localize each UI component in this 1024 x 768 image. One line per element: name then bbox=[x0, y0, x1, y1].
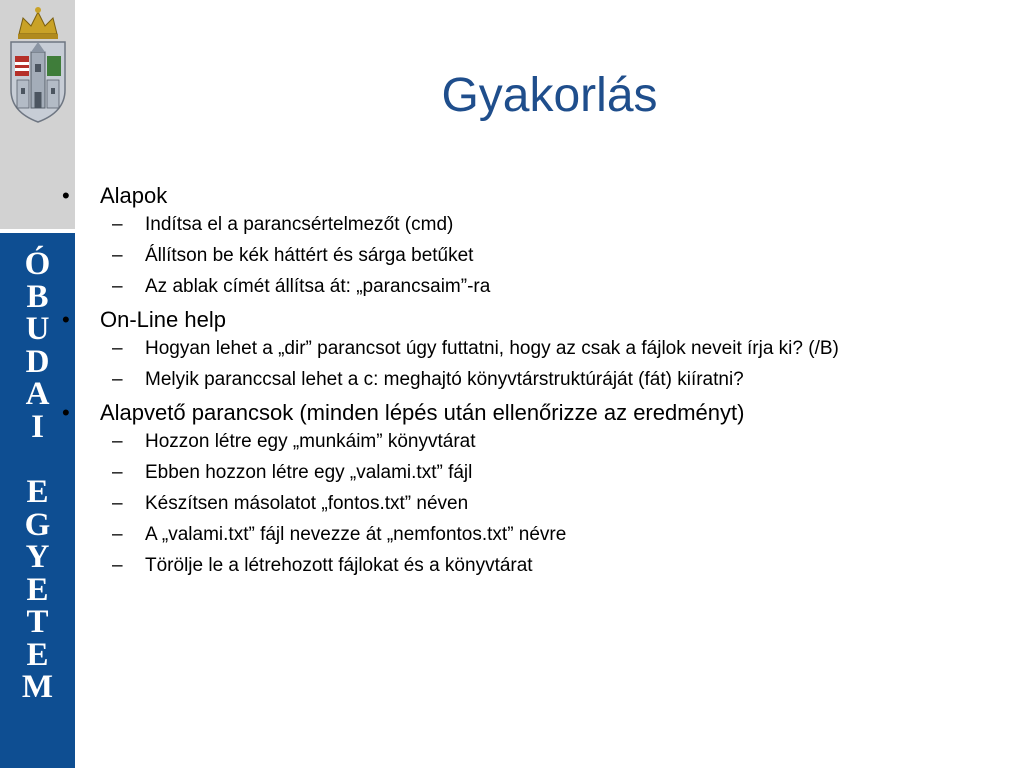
sidebar-letter: M bbox=[21, 669, 54, 705]
bullet-section-alapok bbox=[60, 182, 1000, 298]
section-label: On-Line help bbox=[100, 307, 226, 332]
sidebar-letter: E bbox=[26, 474, 49, 510]
sidebar-letter: D bbox=[25, 343, 50, 380]
sidebar-letter: U bbox=[25, 311, 50, 347]
dash-icon: – bbox=[112, 338, 123, 359]
sidebar-letter: E bbox=[26, 571, 49, 608]
list-item-text: Állítson be kék háttért és sárga betűket bbox=[145, 245, 474, 266]
list-item-text: Az ablak címét állítsa át: „parancsaim”-ra bbox=[145, 276, 491, 297]
dash-icon: – bbox=[112, 493, 123, 514]
sidebar-letter: Ó bbox=[24, 246, 51, 282]
dash-icon: – bbox=[112, 524, 123, 545]
dash-icon: – bbox=[112, 245, 123, 266]
dash-icon: – bbox=[112, 369, 123, 390]
list-item bbox=[100, 523, 1000, 546]
list-item bbox=[100, 244, 1000, 267]
dash-icon: – bbox=[112, 555, 123, 576]
sidebar-letter: E bbox=[26, 636, 49, 673]
list-item bbox=[100, 213, 1000, 236]
list-item bbox=[100, 461, 1000, 484]
list-item-text: Melyik paranccsal lehet a c: meghajtó könyvtárstruktúráját (fát) kiíratni? bbox=[145, 369, 744, 390]
list-item-text: Készítsen másolatot „fontos.txt” néven bbox=[145, 493, 469, 514]
slide-body bbox=[60, 182, 1000, 585]
list-item bbox=[100, 368, 1000, 391]
sub-list bbox=[100, 430, 1000, 577]
bullet-dot-icon: • bbox=[62, 307, 70, 332]
bullet-dot-icon: • bbox=[62, 183, 70, 208]
sidebar-letter: Y bbox=[25, 539, 50, 575]
university-crest-icon bbox=[5, 4, 71, 126]
bullet-section-online-help bbox=[60, 306, 1000, 391]
dash-icon: – bbox=[112, 462, 123, 483]
dash-icon: – bbox=[112, 276, 123, 297]
sidebar-letter: G bbox=[24, 506, 51, 543]
list-item-text: Hozzon létre egy „munkáim” könyvtárat bbox=[145, 431, 476, 452]
bullet-section-alapveto-parancsok bbox=[60, 399, 1000, 577]
slide-title: Gyakorlás bbox=[441, 69, 658, 122]
sidebar-letter: I bbox=[31, 408, 44, 445]
dash-icon: – bbox=[112, 431, 123, 452]
section-label: Alapvető parancsok (minden lépés után ellenőrizze az eredményt) bbox=[100, 400, 745, 425]
sidebar-letter: T bbox=[26, 604, 49, 640]
list-item-text: A „valami.txt” fájl nevezze át „nemfontos.txt” névre bbox=[145, 524, 567, 545]
list-item-text: Indítsa el a parancsértelmezőt (cmd) bbox=[145, 214, 454, 235]
list-item bbox=[100, 337, 1000, 360]
list-item bbox=[100, 430, 1000, 453]
dash-icon: – bbox=[112, 214, 123, 235]
sidebar-letter: A bbox=[25, 376, 50, 412]
list-item-text: Ebben hozzon létre egy „valami.txt” fájl bbox=[145, 462, 473, 483]
bullet-dot-icon: • bbox=[62, 400, 70, 425]
sub-list bbox=[100, 337, 1000, 391]
list-item bbox=[100, 275, 1000, 298]
sidebar-letter: B bbox=[26, 278, 49, 315]
list-item bbox=[100, 554, 1000, 577]
section-label: Alapok bbox=[100, 183, 168, 208]
sub-list bbox=[100, 213, 1000, 298]
list-item bbox=[100, 492, 1000, 515]
bullet-list bbox=[60, 182, 1000, 577]
list-item-text: Törölje le a létrehozott fájlokat és a könyvtárat bbox=[145, 555, 533, 576]
list-item-text: Hogyan lehet a „dir” parancsot úgy futtatni, hogy az csak a fájlok neveit írja ki? (/B) bbox=[145, 338, 839, 359]
